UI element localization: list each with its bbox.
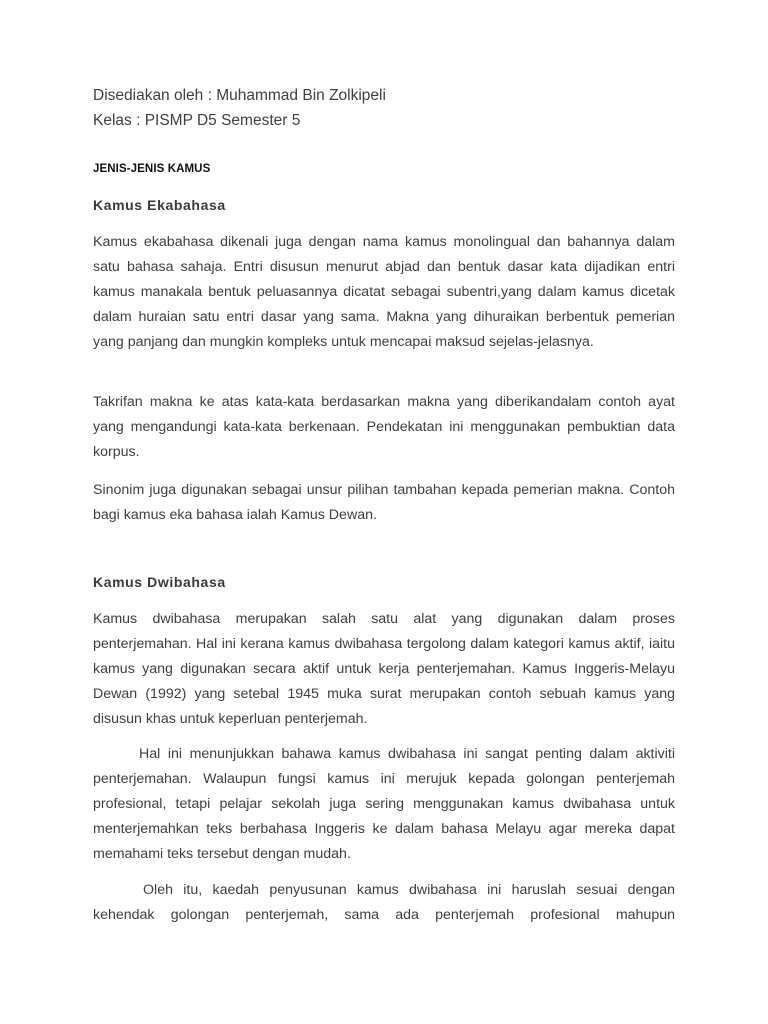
paragraph-ekabahasa-3: Sinonim juga digunakan sebagai unsur pilihan tambahan kepada pemerian makna. Contoh bagi kamus eka bahasa ialah Kamus Dewan. <box>93 482 675 523</box>
prepared-by-line: Disediakan oleh : Muhammad Bin Zolkipeli <box>93 87 386 104</box>
paragraph-ekabahasa-2: Takrifan makna ke atas kata-kata berdasarkan makna yang diberikandalam contoh ayat yang mengandungi kata-kata berkenaan. Pendekatan ini menggunakan pembuktian data korpus. <box>93 394 675 460</box>
section-heading-dwibahasa: Kamus Dwibahasa <box>93 574 226 590</box>
class-info-line: Kelas : PISMP D5 Semester 5 <box>93 112 301 129</box>
section-heading-ekabahasa: Kamus Ekabahasa <box>93 197 226 213</box>
document-title: JENIS-JENIS KAMUS <box>93 163 211 175</box>
paragraph-dwibahasa-3: Oleh itu, kaedah penyusunan kamus dwibahasa ini haruslah sesuai dengan kehendak golongan penterjemah, sama ada penterjemah profesional mahupun <box>93 882 675 923</box>
paragraph-dwibahasa-1: Kamus dwibahasa merupakan salah satu alat yang digunakan dalam proses penterjemahan. Hal ini kerana kamus dwibahasa tergolong dalam kategori kamus aktif, iaitu kamus yang digunakan secara aktif untuk kerja penterjemahan. Kamus Inggeris-Melayu Dewan (1992) yang setebal 1945 muka surat merupakan contoh sebuah kamus yang disusun khas untuk keperluan penterjemah. <box>93 611 675 727</box>
paragraph-ekabahasa-1: Kamus ekabahasa dikenali juga dengan nama kamus monolingual dan bahannya dalam satu bahasa sahaja. Entri disusun menurut abjad dan bentuk dasar kata dijadikan entri kamus manakala bentuk peluasannya dicatat sebagai subentri,yang dalam kamus dicetak dalam huraian satu entri dasar yang sama. Makna yang dihuraikan berbentuk pemerian yang panjang dan mungkin kompleks untuk mencapai maksud sejelas-jelasnya. <box>93 234 675 350</box>
paragraph-dwibahasa-2: Hal ini menunjukkan bahawa kamus dwibahasa ini sangat penting dalam aktiviti penterjemahan. Walaupun fungsi kamus ini merujuk kepada golongan penterjemah profesional, tetapi pelajar sekolah juga sering menggunakan kamus dwibahasa untuk menterjemahkan teks berbahasa Inggeris ke dalam bahasa Melayu agar mereka dapat memahami teks tersebut dengan mudah. <box>93 746 675 862</box>
